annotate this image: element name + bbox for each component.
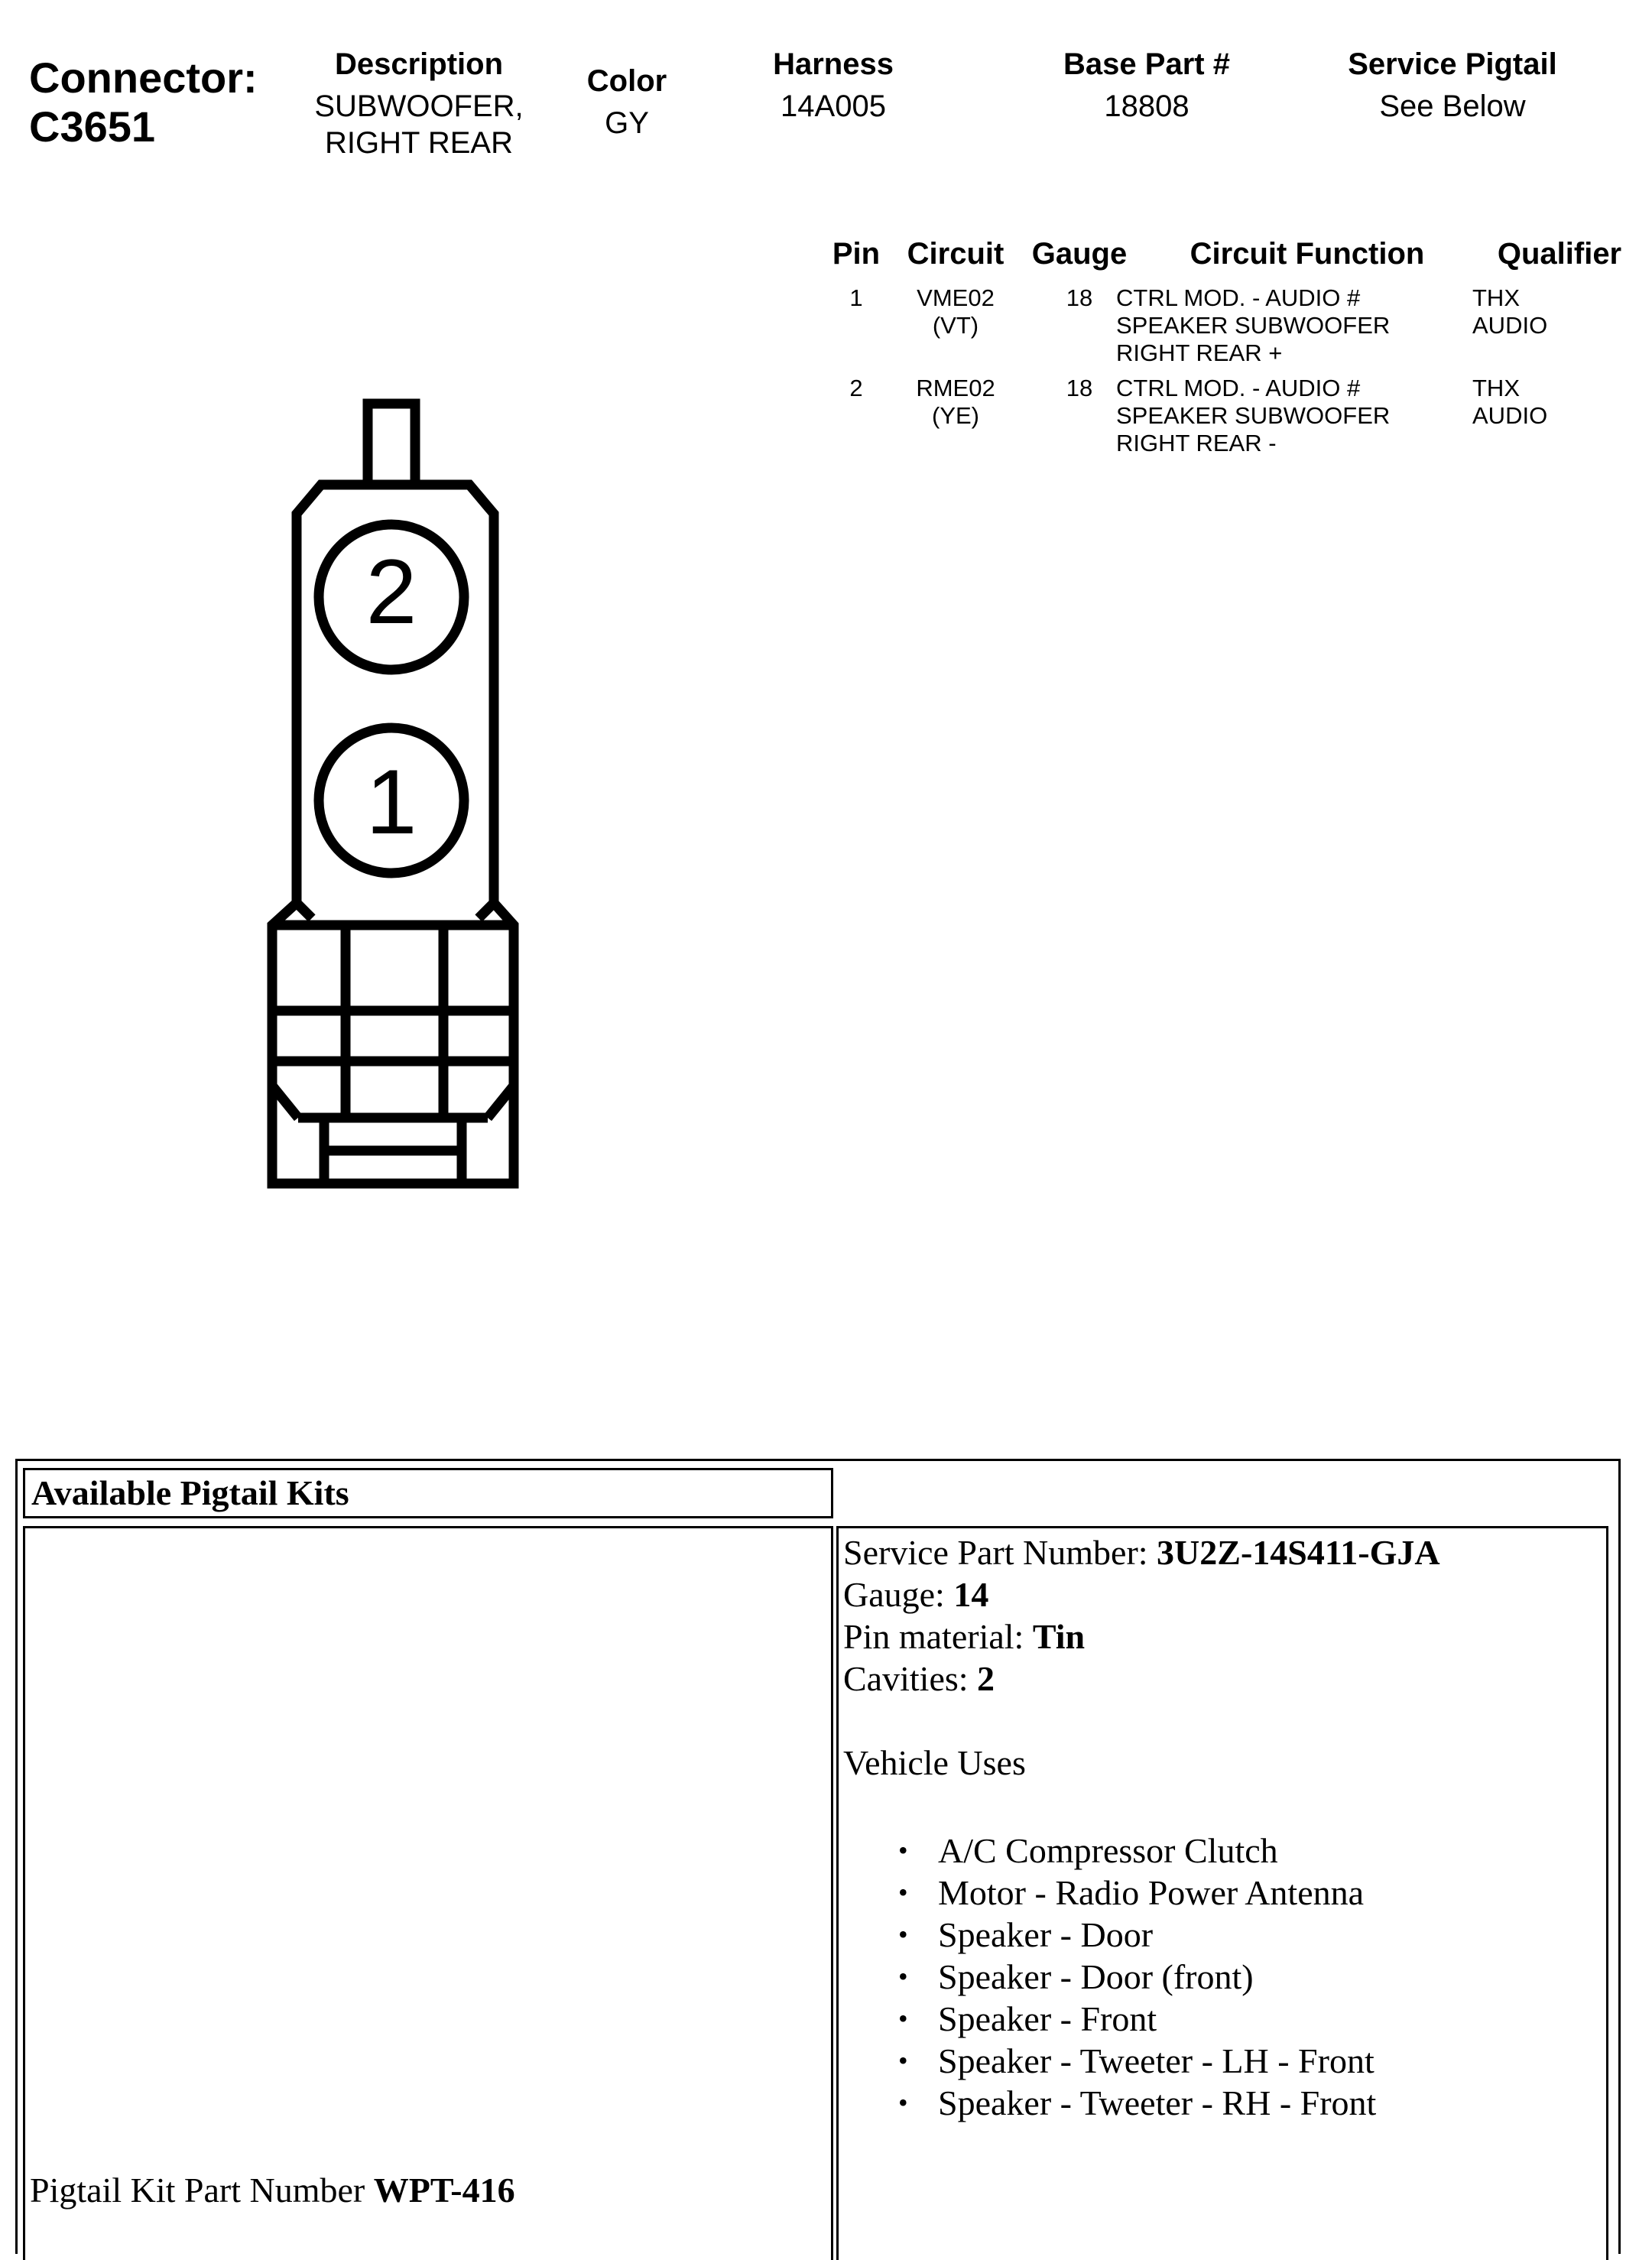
description-label: Description [334,47,504,81]
list-item: • Speaker - Door (front) [843,1956,1602,1998]
qualifier-header: Qualifier [1497,237,1622,271]
kit-pin-material-label: Pin material: [843,1617,1033,1656]
base-part-label: Base Part # [1063,47,1230,81]
kit-cavities-label: Cavities: [843,1659,978,1698]
circuit-function-header: Circuit Function [1190,237,1425,271]
vehicle-uses-list [843,1830,1602,2124]
pin-table [810,237,1652,466]
gauge-header: Gauge [1031,237,1128,271]
header-service-pigtail [1300,47,1605,125]
pigtail-kit-part [30,2169,515,2211]
pin-qualifier: THX AUDIO [1472,375,1548,429]
connector-key [368,404,415,485]
pigtail-kit-part-value: WPT-416 [373,2171,515,2210]
vehicle-uses-label: Vehicle Uses [843,1743,1026,1782]
pin-gauge: 18 [1066,375,1093,401]
header-harness [719,47,948,125]
color-value: GY [605,106,649,140]
pigtail-title-cell [23,1468,833,1518]
service-part-value: 3U2Z-14S411-GJA [1157,1533,1440,1572]
list-item: • Motor - Radio Power Antenna [843,1872,1602,1914]
list-item: • Speaker - Tweeter - RH - Front [843,2082,1602,2124]
pin-number: 2 [849,375,863,401]
service-part-label: Service Part Number: [843,1533,1157,1572]
list-item: • Speaker - Front [843,1998,1602,2040]
pin-header: Pin [832,237,881,271]
base-part-value: 18808 [1104,89,1190,123]
pin-number: 1 [849,284,863,311]
connector-label: Connector: [29,54,258,102]
pigtail-details-cell [836,1526,1608,2260]
kit-pin-material [843,1615,1602,1658]
kit-pin-material-value: Tin [1032,1617,1086,1656]
harness-value: 14A005 [781,89,886,123]
pigtail-kit-cell [23,1526,833,2260]
connector-id: C3651 [29,102,156,151]
connector-latch-outline [272,903,514,1184]
description-value: SUBWOOFER, RIGHT REAR [314,89,524,160]
color-label: Color [586,64,667,98]
service-part-number [843,1531,1602,1573]
pigtail-kit-part-label: Pigtail Kit Part Number [30,2171,374,2210]
pigtail-title: Available Pigtail Kits [31,1473,349,1512]
pin-circuit: VME02 (VT) [917,284,995,339]
pin-gauge: 18 [1066,284,1093,311]
harness-label: Harness [773,47,894,81]
circuit-header: Circuit [907,237,1005,271]
pin-function: CTRL MOD. - AUDIO # SPEAKER SUBWOOFER RIGHT REAR + [1116,284,1391,366]
pin-cavity-2-label: 2 [365,541,417,643]
header-color [535,64,719,141]
kit-cavities-value: 2 [977,1659,995,1698]
service-pigtail-value: See Below [1379,89,1526,123]
list-item: • Speaker - Tweeter - LH - Front [843,2040,1602,2082]
pin-qualifier: THX AUDIO [1472,284,1548,339]
service-pigtail-label: Service Pigtail [1348,47,1557,81]
connector-face-diagram [260,390,535,1200]
kit-gauge-value: 14 [953,1575,989,1614]
kit-cavities [843,1658,1602,1700]
connector-title [29,54,258,151]
kit-gauge-label: Gauge: [843,1575,954,1614]
header-description [258,47,579,161]
header-base-part [1024,47,1269,125]
pin-cavity-1-label: 1 [365,751,417,853]
pin-circuit: RME02 (YE) [916,375,995,429]
kit-gauge [843,1573,1602,1615]
list-item: • Speaker - Door [843,1914,1602,1956]
list-item: • A/C Compressor Clutch [843,1830,1602,1872]
pin-function: CTRL MOD. - AUDIO # SPEAKER SUBWOOFER RIGHT REAR - [1116,375,1391,456]
